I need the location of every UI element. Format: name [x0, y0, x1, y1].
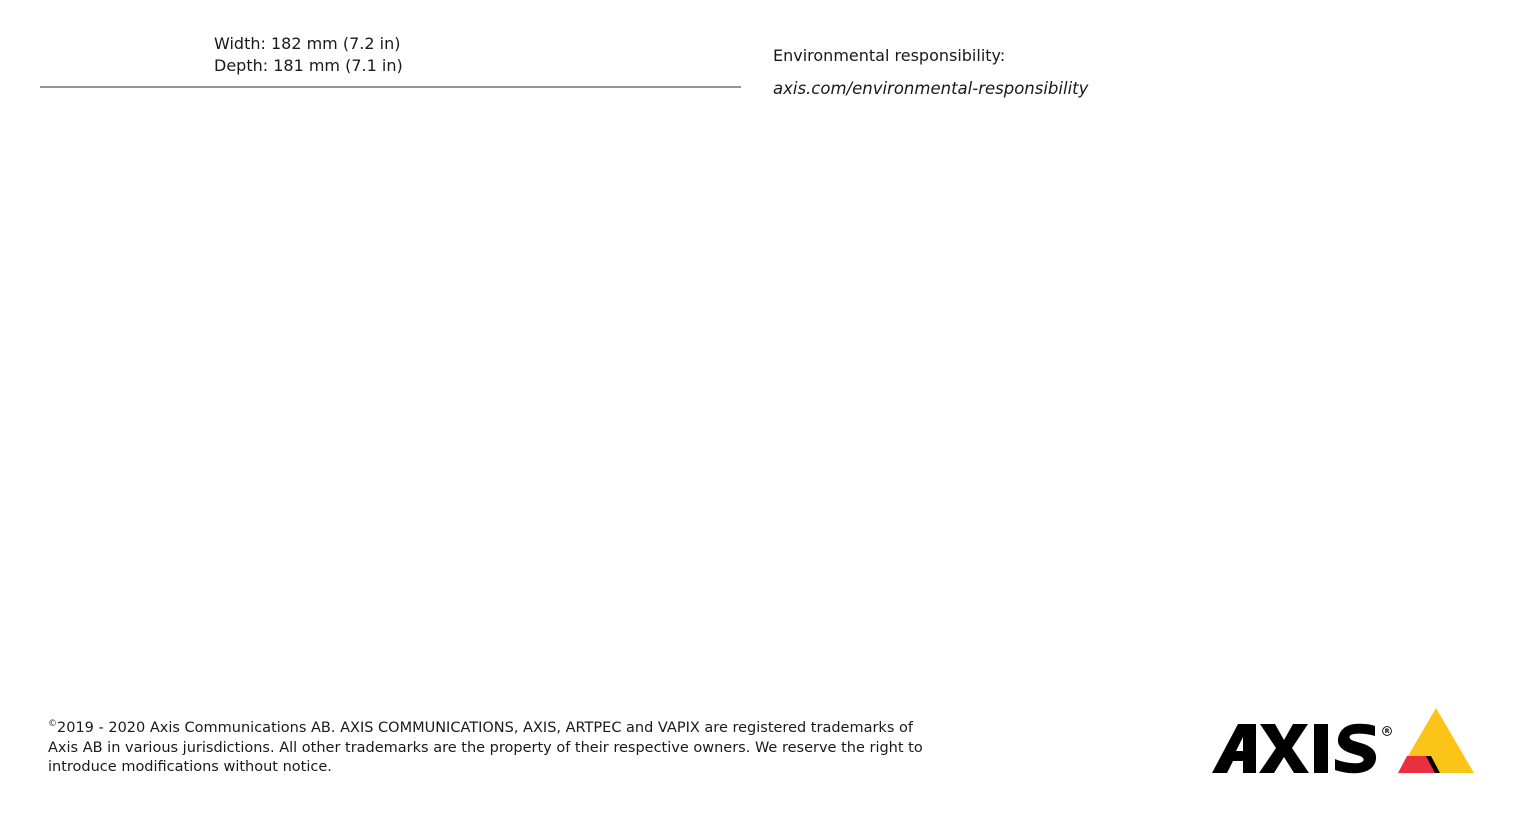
- depth-spec: Depth: 181 mm (7.1 in): [214, 56, 403, 75]
- footer-line-3: introduce modifications without notice.: [48, 759, 332, 772]
- environmental-label: Environmental responsibility:: [773, 46, 1006, 65]
- environmental-responsibility-link[interactable]: axis.com/environmental-responsibility: [773, 79, 1089, 98]
- axis-wordmark: [1212, 724, 1376, 773]
- dimensions-block: [214, 36, 614, 80]
- logo-letter-s: [1335, 724, 1376, 773]
- svg-text:R: R: [1384, 728, 1390, 736]
- legal-footer: [48, 719, 1008, 772]
- logo-letter-a: [1212, 724, 1256, 773]
- axis-logo: [1212, 706, 1474, 774]
- footer-line-2: Axis AB in various jurisdictions. All other trademarks are the property of their respective owners. We reserve the right to: [48, 739, 923, 756]
- logo-letter-x: [1259, 724, 1309, 773]
- logo-letter-i: [1314, 724, 1328, 773]
- footer-line-1-text: 2019 - 2020 Axis Communications AB. AXIS COMMUNICATIONS, AXIS, ARTPEC and VAPIX are registered trademarks of: [57, 720, 913, 736]
- width-spec: Width: 182 mm (7.2 in): [214, 36, 401, 53]
- footer-line-1: [48, 719, 1008, 739]
- logo-triangle-icon: [1398, 708, 1474, 773]
- copyright-symbol: ©: [48, 719, 57, 729]
- section-divider: [40, 86, 741, 88]
- registered-mark-icon: [1383, 727, 1392, 736]
